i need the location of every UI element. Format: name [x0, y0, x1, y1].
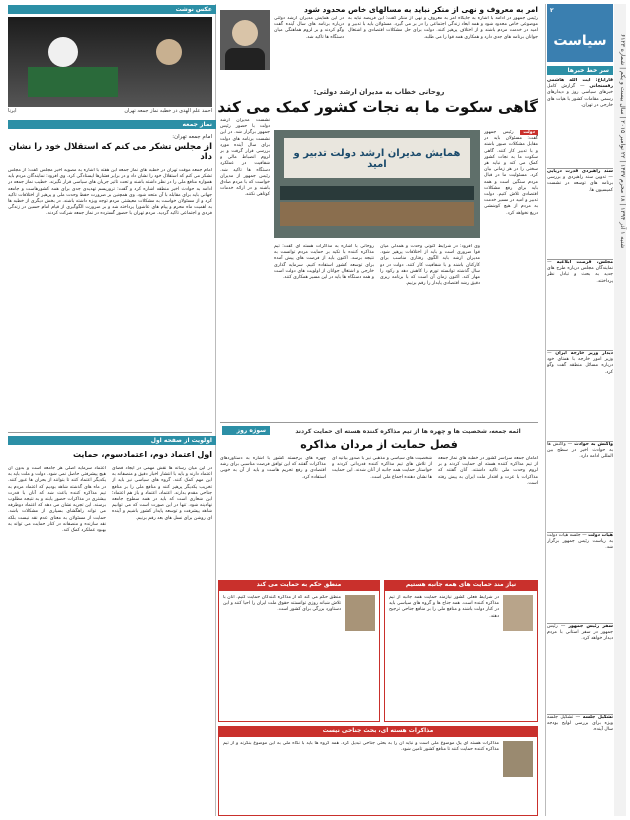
box-left-title: منطق حکم به حمایت می کند [219, 581, 379, 591]
news-item: تشکیل جلسه — تشکیل جلسه ویژه برای بررسی لوایح بودجه سال آینده. [547, 715, 613, 733]
top-body-col3: روحانی با اشاره به مذاکرات هسته ای گفت: تیم مذاکره کننده با تکیه بر حمایت مردم توانست به نتیجه برسد. اکنون باید از فرصت های پیش آمده برای توسعه کشور استفاده کنیم. سرمایه گذاری خارجی و اشتغال جوانان از اولویت های دولت است و همه دستگاه ها باید در این مسیر همکاری کنند. [274, 244, 374, 281]
author-photo [345, 595, 375, 631]
mid-body-1: امامان جمعه سراسر کشور در خطبه های نماز جمعه از تیم مذاکره کننده هسته ای حمایت کردند و بر لزوم وحدت ملی تاکید داشتند. آنان گفتند که مذاکرات با عزت و اقتدار ملت ایران به پیش رفته است. [438, 456, 538, 486]
top-kicker: امر به معروف و نهی از منکر نباید به مسالهای خاص محدود شود [303, 5, 538, 14]
page-number: ۲ [550, 7, 554, 14]
friday-photo [8, 17, 212, 107]
news-item: مجلس، فرصت ابلاغیه — نمایندگان مجلس درباره طرح های جدید به بحث و تبادل نظر پرداختند. [547, 260, 613, 284]
speech-tag: سوژه روز [222, 426, 270, 435]
photo-caption-row [8, 108, 212, 114]
news-item: واکنش به حوادث — واکنش ها به حوادث اخیر در سطح بین المللی ادامه دارد. [547, 442, 613, 460]
top-title: گاهی سکوت ما به نجات کشور کمک می کند [217, 98, 538, 116]
conference-photo [274, 130, 480, 238]
news-column [547, 78, 613, 816]
top-kicker-body: رئیس جمهور در ادامه با اشاره به جایگاه امر به معروف و نهی از منکر گفت: این فریضه نباید به موضوعی خاص محدود شود و همه ابعاد زندگی اجتماعی را در بر می گیرد. مسئولان باید با تدبیر و امید در خدمت مردم باشند و از اختلاف پرهیز کنند. دولت برای حل مشکلات اقتصادی و اشتغال جوانان برنامه های جدی دارد و همکاری همه قوا را می طلبد. [348, 16, 538, 40]
mid-pre-title: ائمه جمعه، شخصیت ها و چهره ها از تیم مذاکره کننده هسته ای حمایت کردند [295, 428, 521, 435]
author-photo [503, 741, 533, 777]
editorial-title: اول اعتماد دوم، اعتمادسوم، حمایت [72, 450, 212, 459]
banner-text: همایش مدیران ارشد دولت تدبیر و امید [284, 138, 470, 178]
friday-pre: امام جمعه تهران: [172, 134, 212, 140]
editorial-body-2: در این میان رسانه ها نقش مهمی در ایجاد فضای اعتماد دارند و باید با انتشار اخبار دقیق و منصفانه به این مهم کمک کنند. گروه های سیاسی نیز باید از تخریب یکدیگر پرهیز کنند و منافع ملی را بر منافع جناحی مقدم بدارند. اعتماد، اعتماد و باز هم اعتماد؛ این شعاری است که باید در همه سطوح جامعه نهادینه شود. تنها در این صورت است که می توانیم شاهد پیشرفت و توسعه پایدار کشور باشیم و آینده ای روشن برای نسل های بعد رقم بزنیم. [112, 466, 212, 521]
top-body-col1: دولت رئیس جمهور گفت: مسئولان باید در مقابل مشکلات صبور باشند و با تدبیر کار کنند. گاهی سکوت ما به نجات کشور کمک می کند و نباید هر سخنی را در هر زمانی بیان کرد. مسئولیت ما در قبال مردم سنگین است و همه باید برای رفع مشکلات اقتصادی تلاش کنیم. دولت تدبیر و امید در مسیر خدمت به مردم از هیچ کوششی دریغ نخواهد کرد. [484, 130, 538, 216]
box-bottom-title: مذاکرات هسته ای، بحث جناحی نیست [219, 727, 537, 737]
box-left: منطق حکم به حمایت می کند منطق حکم می کند که از مذاکره کنندگان حمایت کنیم. آنان با تلاش شبانه روزی توانستند حقوق ملت ایران را احیا کنند و این دستاورد بزرگی برای کشور است. [218, 580, 380, 722]
friday-body: امام جمعه موقت تهران در خطبه های نماز جمعه این هفته با اشاره به مصوبه اخیر مجلس گفت: از مجلس تشکر می کنم که استقلال خود را نشان داد و در برابر فشارها ایستادگی کرد. وی افزود: نمایندگان مردم باید همواره منافع ملی را در نظر داشته باشند و تحت تاثیر جریان های سیاسی قرار نگیرند. خطیب نماز جمعه در ادامه به حوادث اخیر منطقه اشاره کرد و گفت: تروریسم تهدیدی جدی برای همه کشورهاست و جامعه جهانی باید برای مقابله با آن متحد شود. وی همچنین بر ضرورت حفظ وحدت ملی و پرهیز از اختلافات تاکید کرد و از مسئولان خواست به مشکلات معیشتی مردم توجه ویژه داشته باشند. در بخش دیگری از خطبه ها به اهمیت ماه محرم و پیام های عاشورا پرداخته شد و بر ضرورت الگوگیری از قیام امام حسین در زندگی فردی و اجتماعی تاکید گردید. مردم تهران با حضور گسترده در نماز جمعه شرکت کردند. [8, 168, 212, 217]
news-item: هیات دولت — جلسه هیات دولت به ریاست رئیس جمهور برگزار شد. [547, 533, 613, 551]
news-header: سر خط خبرها [547, 66, 613, 75]
news-item: قاراباغ: آیت الله هاشمی رفسنجانی — گزارش کامل خبرهای سیاسی روز و دیدارهای رسمی مقامات کشور با هیات های خارجی در تهران. [547, 78, 613, 108]
editorial-header: اولویت از صفحه اول [8, 436, 216, 445]
top-pre-title: روحانی خطاب به مدیران ارشد دولتی: [313, 88, 445, 96]
date-line: شنبه ۱ آذر ۱۳۹۴ | ۱۸ محرم ۱۴۳۷ | ۲۲ نوامبر ۲۰۱۵ | سال بیست و یکم | شماره ۶۱۲۳ [619, 34, 626, 249]
author-photo [503, 595, 533, 631]
editorial-body-1: اعتماد سرمایه اصلی هر جامعه است و بدون آن هیچ پیشرفتی حاصل نمی شود. دولت و ملت باید به یکدیگر اعتماد کنند تا بتوانند از بحران ها عبور کنند. در ماه های گذشته شاهد بودیم که اعتماد مردم به تیم مذاکره کننده باعث شد که آنان با قدرت بیشتری در مذاکرات حضور یابند و به نتیجه مطلوب برسند. این تجربه نشان می دهد که اعتماد دوطرفه می تواند راهگشای بسیاری از مشکلات باشد. حمایت از مسئولان به معنای عدم نقد نیست بلکه نقد سازنده و منصفانه در کنار حمایت می تواند به بهبود عملکرد کمک کند. [8, 466, 106, 534]
photo-credit: ایرنا [8, 108, 17, 114]
portrait-photo [220, 10, 270, 70]
mid-title: فصل حمایت از مردان مذاکره [300, 438, 458, 451]
friday-title: از مجلس تشکر می کنم که استقلال خود را نشان داد [8, 142, 212, 162]
section-title: سیاست [553, 33, 607, 49]
date-strip [614, 4, 626, 816]
mid-body-2: شخصیت های سیاسی و مذهبی نیز با صدور بیانیه ای از تلاش های تیم مذاکره کننده قدردانی کردند و خواستار حمایت همه جانبه از آنان شدند. این حمایت ها نشان دهنده اجماع ملی است. [332, 456, 432, 480]
box-right: نیاز مند حمایت های همه جانبه هستیم در شرایط فعلی کشور نیازمند حمایت همه جانبه از تیم مذاکره کننده است. همه جناح ها و گروه های سیاسی باید در کنار دولت باشند و منافع ملی را بر منافع جناحی ترجیح دهند. [384, 580, 538, 722]
box-right-title: نیاز مند حمایت های همه جانبه هستیم [385, 581, 537, 591]
photo-header: عکس نوشت [8, 5, 216, 14]
box-bottom: مذاکرات هسته ای، بحث جناحی نیست مذاکرات هسته ای یک موضوع ملی است و نباید آن را به بحثی جناحی تبدیل کرد. همه گروه ها باید با نگاه ملی به این موضوع بنگرند و از تیم مذاکره کننده حمایت کنند تا منافع کشور تامین شود. [218, 726, 538, 816]
top-kicker-body-2: در این همایش مدیران ارشد دولتی درباره برنامه های سال آینده گفت وگو کردند و بر لزوم هماهنگی میان دستگاه ها تاکید شد. [274, 16, 344, 40]
mid-body-3: چهره های برجسته کشور با اشاره به دستاوردهای مذاکرات گفتند که این توافق فرصت مناسبی برای رشد اقتصادی و رفع تحریم هاست و باید از آن به خوبی استفاده کرد. [220, 456, 326, 480]
news-item: سند راهبردی قدرت دریایی — تدوین سند راهبردی و بررسی برنامه های توسعه در نشست کمیسیون ها. [547, 169, 613, 193]
news-item: دیدار وزیر خارجه ایران — وزیر امور خارجه با همتای خود درباره مسائل منطقه گفت وگو کرد. [547, 351, 613, 375]
friday-header: نماز جمعه [8, 120, 216, 129]
top-body-col4: نشست مدیران ارشد دولت با حضور رئیس جمهور برگزار شد. در این نشست برنامه های دولت برای سال آینده مورد بررسی قرار گرفت و بر لزوم انضباط مالی و شفافیت در عملکرد دستگاه ها تاکید شد. رئیس جمهور از مدیران خواست که با مردم صادق باشند و در ارائه خدمات کوتاهی نکنند. [220, 118, 270, 198]
top-body-col2: وی افزود: در شرایط کنونی وحدت و همدلی میان قوا ضروری است و باید از اختلافات پرهیز شود. مدیران ارشد باید الگوی رفتاری مناسب برای کارکنان باشند و با شفافیت کار کنند. دولت در دو سال گذشته توانسته تورم را کاهش دهد و رکود را مهار کند. اکنون زمان آن است که با برنامه ریزی دقیق رشد اقتصادی پایدار را رقم بزنیم. [380, 244, 480, 287]
photo-caption: احمد علم الهدی در خطبه نماز جمعه تهران [124, 108, 212, 114]
news-item: سفر رئیس جمهور — رئیس جمهور در سفر استانی با مردم دیدار خواهد کرد. [547, 624, 613, 642]
section-logo [547, 4, 613, 62]
